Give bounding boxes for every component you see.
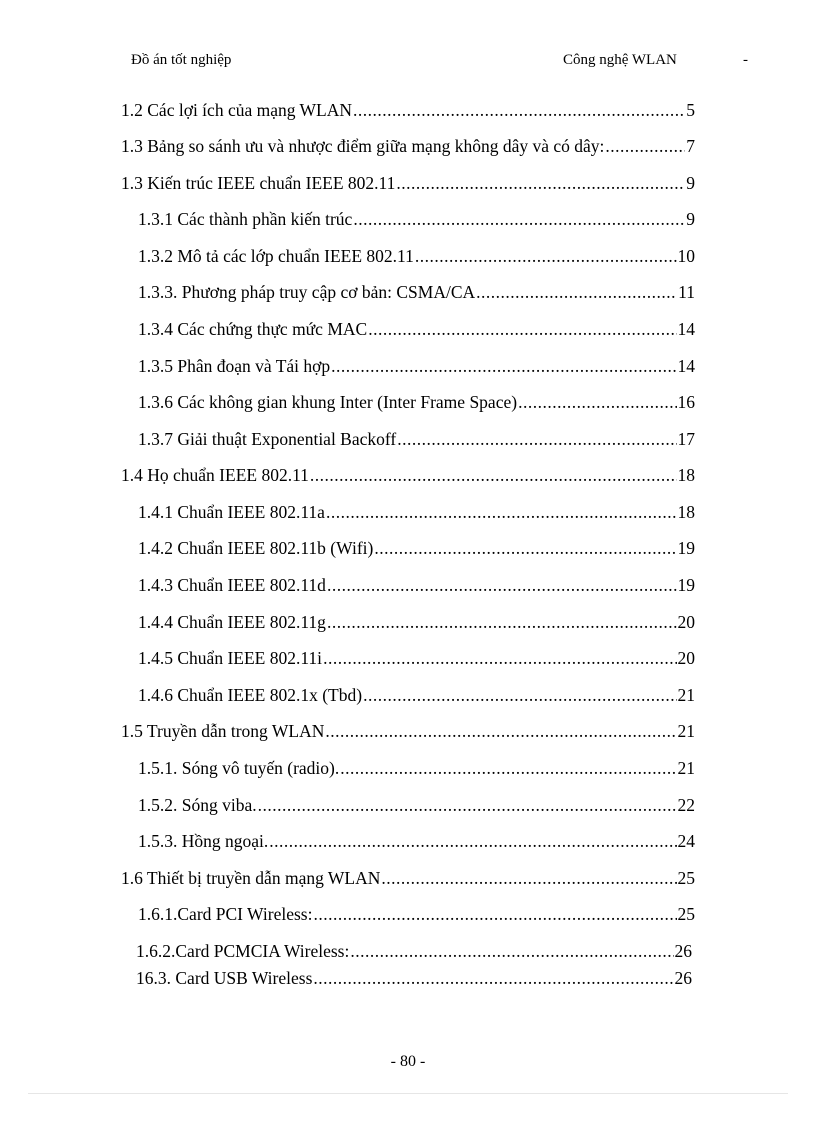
toc-entry-title: 1.4.2 Chuẩn IEEE 802.11b (Wifi) xyxy=(138,538,374,558)
header-topic: Công nghệ WLAN xyxy=(563,52,677,68)
toc-leader xyxy=(396,173,685,194)
toc-entry xyxy=(138,648,695,674)
toc-entry xyxy=(138,612,695,638)
toc-leader xyxy=(353,100,685,121)
toc-entry-page: 24 xyxy=(677,831,695,851)
toc-entry-page: 9 xyxy=(686,173,695,193)
toc-leader xyxy=(325,721,676,742)
header-mark: - xyxy=(743,52,748,68)
toc-entry xyxy=(138,356,695,382)
toc-entry-title: 16.3. Card USB Wireless xyxy=(136,968,313,988)
toc-entry xyxy=(138,685,695,711)
toc-entry-title: 1.6.1.Card PCI Wireless: xyxy=(138,904,313,924)
toc-entry-title: 1.4.1 Chuẩn IEEE 802.11a xyxy=(138,502,325,522)
toc-entry xyxy=(138,538,695,564)
toc-entry xyxy=(121,136,695,162)
page-number: - 80 - xyxy=(390,1053,426,1070)
toc-entry-page: 9 xyxy=(686,209,695,229)
toc-entry-title: 1.5.2. Sóng viba. xyxy=(138,795,257,815)
toc-entry-page: 21 xyxy=(677,721,695,741)
toc-entry-page: 26 xyxy=(674,968,692,988)
toc-entry xyxy=(138,575,695,601)
toc-entry-title: 1.3.6 Các không gian khung Inter (Inter Frame Space) xyxy=(138,392,518,412)
toc-leader xyxy=(363,685,676,706)
toc-entry-title: 1.6 Thiết bị truyền dẫn mạng WLAN xyxy=(121,868,381,888)
toc-entry xyxy=(138,429,695,455)
toc-entry-page: 14 xyxy=(677,319,695,339)
toc-entry-page: 5 xyxy=(686,100,695,120)
toc-entry-title: 1.3.1 Các thành phần kiến trúc xyxy=(138,209,353,229)
toc-entry-page: 17 xyxy=(677,429,695,449)
toc-entry-page: 18 xyxy=(677,465,695,485)
toc-entry xyxy=(138,392,695,418)
toc-leader xyxy=(313,904,676,925)
toc-leader xyxy=(310,465,677,486)
toc-entry-page: 21 xyxy=(677,758,695,778)
toc-entry-title: 1.3.4 Các chứng thực mức MAC xyxy=(138,319,368,339)
toc-entry xyxy=(138,502,695,528)
toc-entry-title: 1.2 Các lợi ích của mạng WLAN xyxy=(121,100,353,120)
toc-entry xyxy=(121,100,695,126)
toc-entry-page: 22 xyxy=(677,795,695,815)
toc-entry-title: 1.3.2 Mô tả các lớp chuẩn IEEE 802.11 xyxy=(138,246,414,266)
toc-entry-title: 1.6.2.Card PCMCIA Wireless: xyxy=(136,941,350,961)
toc-entry-title: 1.3 Bảng so sánh ưu và nhược điểm giữa mạng không dây và có dây: xyxy=(121,136,605,156)
header-thesis-title: Đồ án tốt nghiệp xyxy=(131,52,232,68)
toc-entry-title: 1.3 Kiến trúc IEEE chuẩn IEEE 802.11 xyxy=(121,173,396,193)
toc-entry-page: 11 xyxy=(678,282,695,302)
toc-entry-title: 1.4.6 Chuẩn IEEE 802.1x (Tbd) xyxy=(138,685,363,705)
toc-entry-page: 18 xyxy=(677,502,695,522)
toc-entry-page: 20 xyxy=(677,612,695,632)
toc-entry-title: 1.3.3. Phương pháp truy cập cơ bản: CSMA/CA xyxy=(138,282,476,302)
toc-entry xyxy=(136,941,692,967)
toc-entry-page: 19 xyxy=(677,575,695,595)
toc-leader xyxy=(381,868,676,889)
toc-leader xyxy=(327,575,677,596)
toc-entry-title: 1.4.4 Chuẩn IEEE 802.11g xyxy=(138,612,326,632)
toc-leader xyxy=(331,356,676,377)
toc-entry xyxy=(138,246,695,272)
toc-entry xyxy=(138,319,695,345)
toc-entry xyxy=(138,209,695,235)
toc-entry xyxy=(138,795,695,821)
toc-entry-page: 10 xyxy=(677,246,695,266)
toc-leader xyxy=(368,319,676,340)
toc-entry-title: 1.4.3 Chuẩn IEEE 802.11d xyxy=(138,575,326,595)
toc-leader xyxy=(340,758,676,779)
toc-leader xyxy=(326,502,677,523)
toc-entry xyxy=(138,282,695,308)
toc-entry-page: 20 xyxy=(677,648,695,668)
toc-entry-title: 1.3.5 Phân đoạn và Tái hợp xyxy=(138,356,331,376)
toc-entry-title: 1.4 Họ chuẩn IEEE 802.11 xyxy=(121,465,309,485)
toc-leader xyxy=(269,831,676,852)
toc-entry-page: 14 xyxy=(677,356,695,376)
toc-entry-page: 21 xyxy=(677,685,695,705)
toc-entry-page: 26 xyxy=(674,941,692,961)
toc-entry-page: 7 xyxy=(686,136,695,156)
toc-entry xyxy=(136,968,692,994)
toc-entry xyxy=(121,721,695,747)
toc-entry-title: 1.5 Truyền dẫn trong WLAN xyxy=(121,721,325,741)
toc-leader xyxy=(313,968,673,989)
toc-leader xyxy=(415,246,677,267)
toc-entry xyxy=(138,758,695,784)
toc-entry xyxy=(138,831,695,857)
toc-entry xyxy=(138,904,695,930)
toc-leader xyxy=(353,209,685,230)
toc-leader xyxy=(476,282,677,303)
toc-leader xyxy=(397,429,676,450)
toc-entry-title: 1.5.1. Sóng vô tuyến (radio). xyxy=(138,758,340,778)
toc-entry xyxy=(121,868,695,894)
toc-leader xyxy=(323,648,676,669)
toc-entry-title: 1.4.5 Chuẩn IEEE 802.11i xyxy=(138,648,323,668)
toc-leader xyxy=(258,795,677,816)
toc-leader xyxy=(327,612,677,633)
toc-entry-page: 19 xyxy=(677,538,695,558)
page-header xyxy=(0,52,816,74)
toc-entry-title: 1.3.7 Giải thuật Exponential Backoff xyxy=(138,429,397,449)
toc-leader xyxy=(605,136,685,157)
toc-entry xyxy=(121,173,695,199)
toc-entry-page: 25 xyxy=(677,904,695,924)
toc-leader xyxy=(350,941,673,962)
toc-leader xyxy=(374,538,676,559)
toc-leader xyxy=(518,392,676,413)
toc-entry-page: 16 xyxy=(677,392,695,412)
toc-entry-title: 1.5.3. Hồng ngoại. xyxy=(138,831,269,851)
page-bottom-divider xyxy=(28,1093,788,1094)
page-footer xyxy=(0,1053,816,1071)
toc-entry xyxy=(121,465,695,491)
toc-entry-page: 25 xyxy=(677,868,695,888)
